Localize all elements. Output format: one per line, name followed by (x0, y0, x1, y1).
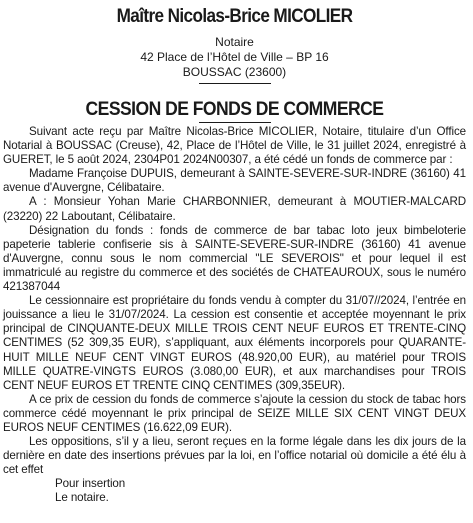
notary-header (3, 35, 466, 80)
header-divider (199, 83, 271, 84)
closing-signature: Le notaire. (55, 491, 109, 505)
paragraph-deed: Suivant acte reçu par Maître Nicolas-Brice MICOLIER, Notaire, titulaire d’un Office Notarial à BOUSSAC (Creuse), 42, Place de l’Hôtel de Ville, le 31 juillet 2024, enregistré à GUERET, le 5 août 2024, 2304P01 2024N00307, a été cédé un fonds de commerce par : (3, 125, 466, 167)
title-divider (199, 122, 271, 123)
notary-role: Notaire (215, 35, 254, 49)
section-title: CESSION DE FONDS DE COMMERCE (85, 98, 384, 120)
paragraph-stock: A ce prix de cession du fonds de commerce s’ajoute la cession du stock de tabac hors commerce cédé moyennant le prix principal de SEIZE MILLE SIX CENT VINGT DEUX EUROS NEUF CENTIMES (16.622,09 EUR). (3, 392, 466, 434)
paragraph-price: Le cessionnaire est propriétaire du fonds vendu à compter du 31/07//2024, l’entrée en jouissance a lieu le 31/07/2024. La cession est consentie et acceptée moyennant le prix principal de CINQUANTE-DEUX MILLE TROIS CENT NEUF EUROS ET TRENTE-CINQ CENTIMES (52 309,35 EUR), s’appliquant, aux éléments incorporels pour QUARANTE-HUIT MILLE NEUF CENT VINGT EUROS (48.920,00 EUR), au matériel pour TROIS MILLE QUATRE-VINGTS EUROS (3.080,00 EUR), et aux marchandises pour TROIS CENT NEUF EUROS ET TRENTE CINQ CENTIMES (309,35EUR). (3, 294, 466, 392)
notary-name: Maître Nicolas-Brice MICOLIER (116, 5, 353, 27)
paragraph-business-description: Désignation du fonds : fonds de commerce de bar tabac loto jeux bimbeloterie papeterie tablerie confiserie sis à SAINTE-SEVERE-SUR-INDRE (36160) 41 avenue d'Auvergne, connu sous le nom commercial "LE SEVEROIS" et pour lequel il est immatriculé au registre du commerce et des sociétés de CHATEAUROUX, sous le numéro 421387044 (3, 223, 466, 294)
paragraph-buyer: A : Monsieur Yohan Marie CHARBONNIER, demeurant à MOUTIER-MALCARD (23220) 22 Laboutant, Célibataire. (3, 195, 466, 223)
notary-city: BOUSSAC (23600) (182, 65, 287, 79)
notice-body (3, 125, 466, 506)
paragraph-seller: Madame Françoise DUPUIS, demeurant à SAINTE-SEVERE-SUR-INDRE (36160) 41 avenue d'Auvergne, Célibataire. (3, 167, 466, 195)
notary-address: 42 Place de l’Hôtel de Ville – BP 16 (140, 50, 329, 64)
closing-insertion: Pour insertion (55, 477, 126, 491)
paragraph-oppositions: Les oppositions, s’il y a lieu, seront reçues en la forme légale dans les dix jours de la dernière en date des insertions prévues par la loi, en l’office notarial où domicile a été élu à cet effet (3, 435, 466, 477)
